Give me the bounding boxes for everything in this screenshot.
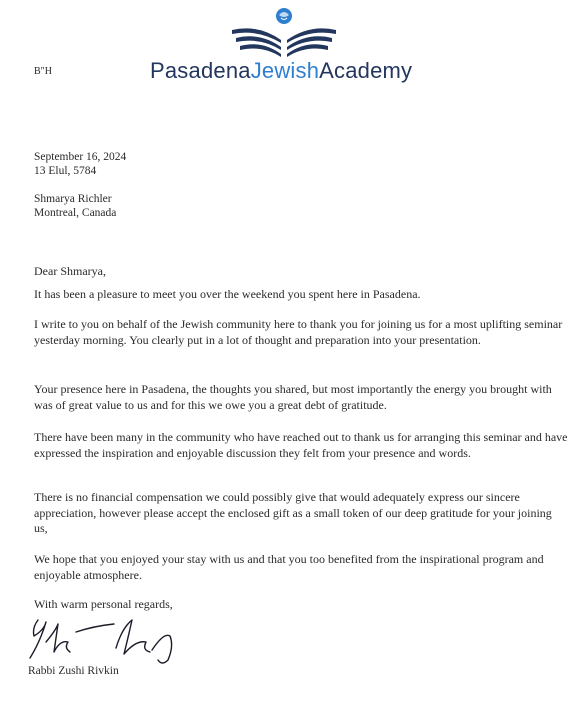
signer-name: Rabbi Zushi Rivkin	[28, 665, 119, 677]
recipient-location: Montreal, Canada	[34, 207, 117, 219]
letter-date: September 16, 2024	[34, 151, 127, 163]
academy-name-part1: Pasadena	[150, 58, 251, 83]
signature-icon	[24, 612, 194, 668]
paragraph-1: It has been a pleasure to meet you over the weekend you spent here in Pasadena.	[34, 287, 421, 301]
academy-name-part3: Academy	[319, 58, 413, 83]
hebrew-date: 13 Elul, 5784	[34, 165, 97, 177]
paragraph-3: Your presence here in Pasadena, the thoughts you shared, but most importantly the energy you brought with was of great value to us and for this we owe you a great debt of gratitude.	[34, 382, 552, 412]
paragraph-5: There is no financial compensation we could possibly give that would adequately express our sincere appreciation, however please accept the enclosed gift as a small token of our deep gratitude for your joining us,	[34, 490, 552, 535]
salutation: Dear Shmarya,	[34, 264, 106, 278]
paragraph-2: I write to you on behalf of the Jewish community here to thank you for joining us for a most uplifting seminar yesterday morning. You clearly put in a lot of thought and preparation into your presentation.	[34, 317, 563, 347]
paragraph-6: We hope that you enjoyed your stay with us and that you too benefited from the inspirational program and enjoyable atmosphere.	[34, 552, 544, 582]
paragraph-4: There have been many in the community who have reached out to thank us for arranging this seminar and have expressed the inspiration and enjoyable discussion they felt from your presence and words.	[34, 430, 568, 460]
closing: With warm personal regards,	[34, 597, 173, 611]
bh-heading: B"H	[34, 66, 52, 77]
academy-name	[150, 58, 412, 84]
academy-logo-icon	[228, 6, 340, 58]
recipient-name: Shmarya Richler	[34, 193, 112, 205]
academy-name-part2: Jewish	[250, 58, 320, 83]
